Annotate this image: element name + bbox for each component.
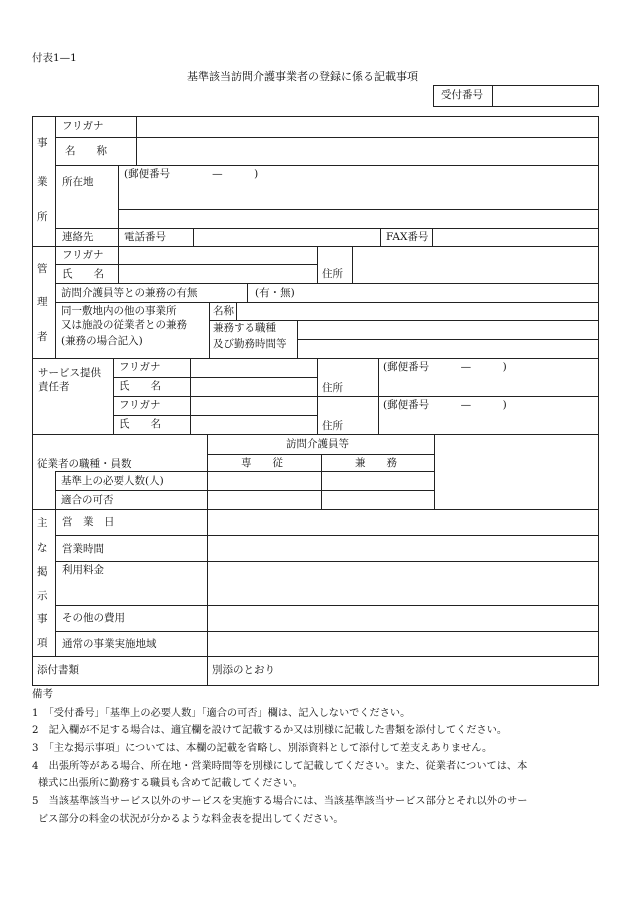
service-furigana-label-2: フリガナ	[119, 399, 161, 411]
jigyosho-side-3: 所	[37, 211, 48, 223]
keiji-side-4: 示	[37, 590, 48, 602]
service-manager-label-2: 責任者	[38, 381, 70, 393]
jigyosho-phone-label: 電話番号	[124, 231, 166, 243]
note-4-line-1: 4 出張所等がある場合、所在地・営業時間等を別様にして記載してください。また、従業者については、本	[32, 761, 528, 772]
jigyosho-side-2: 業	[37, 176, 48, 188]
other-facility-label-2: 又は施設の従業者との兼務	[61, 319, 187, 331]
service-manager-label-1: サービス提供	[38, 367, 101, 379]
jigyosho-fax-label: FAX番号	[386, 231, 429, 243]
attachments-value: 別添のとおり	[212, 664, 275, 676]
note-4-line-2: 様式に出張所に勤務する職員も含めて記載してください。	[38, 778, 303, 789]
kanrisha-side-2: 理	[37, 296, 48, 308]
service-address-label-1: 住所	[322, 382, 343, 394]
note-5-line-1: 5 当該基準該当サービス以外のサービスを実施する場合には、当該基準該当サービス部分とそれ以外のサー	[32, 796, 528, 807]
kanrisha-name-label: 氏 名	[62, 268, 104, 280]
service-furigana-label-1: フリガナ	[119, 361, 161, 373]
fee-label: 利用料金	[62, 564, 104, 576]
concurrent-job-label-1: 兼務する職種	[213, 322, 276, 334]
business-hours-label: 営業時間	[62, 543, 104, 555]
other-facility-label-3: (兼務の場合記入)	[61, 335, 143, 347]
care-worker-header: 訪問介護員等	[286, 438, 349, 450]
kanrisha-side-3: 者	[37, 331, 48, 343]
keiji-side-6: 項	[37, 637, 48, 649]
other-facility-label-1: 同一敷地内の他の事業所	[61, 305, 177, 317]
keiji-side-3: 掲	[37, 566, 48, 578]
keiji-side-5: 事	[37, 613, 48, 625]
service-postal-code-2: (郵便番号 — )	[383, 399, 507, 411]
note-5-line-2: ビス部分の料金の状況が分かるような料金表を提出してください。	[38, 814, 344, 825]
jigyosho-furigana-label: フリガナ	[62, 120, 104, 132]
jigyosho-name-label: 名 称	[65, 145, 107, 157]
attachments-label: 添付書類	[37, 664, 79, 676]
note-3: 3 「主な掲示事項」については、本欄の記載を省略し、別添資料として添付して差支えありません。	[32, 743, 493, 754]
keiji-side-1: 主	[37, 517, 48, 529]
staff-label: 従業者の職種・員数	[37, 458, 132, 470]
fulltime-header: 専 従	[241, 457, 283, 469]
business-days-label: 営 業 日	[62, 516, 115, 528]
jigyosho-side-1: 事	[37, 137, 48, 149]
kanrisha-address-label: 住所	[322, 268, 343, 280]
receipt-label: 受付番号	[441, 89, 483, 101]
adequacy-label: 適合の可否	[61, 494, 114, 506]
kanrisha-side-1: 管	[37, 263, 48, 275]
service-area-label: 通常の事業実施地域	[62, 638, 157, 650]
jigyosho-address-label: 所在地	[62, 176, 94, 188]
page-title: 基準該当訪問介護事業者の登録に係る記載事項	[187, 70, 418, 83]
service-name-label-2: 氏 名	[119, 418, 161, 430]
service-postal-code-1: (郵便番号 — )	[383, 361, 507, 373]
form-number: 付表1—1	[32, 52, 77, 64]
kanrisha-furigana-label: フリガナ	[62, 249, 104, 261]
other-fee-label: その他の費用	[62, 612, 125, 624]
keiji-side-2: な	[37, 542, 48, 554]
notes-heading: 備考	[32, 688, 53, 700]
concurrent-job-label-2: 及び勤務時間等	[213, 338, 287, 350]
service-address-label-2: 住所	[322, 420, 343, 432]
concurrent-duty-label: 訪問介護員等との兼務の有無	[61, 287, 198, 299]
jigyosho-postal-code: (郵便番号 — )	[124, 168, 259, 180]
facility-name-label: 名称	[213, 305, 234, 317]
concurrent-duty-choice: (有・無)	[255, 287, 295, 299]
required-staff-label: 基準上の必要人数(人)	[61, 475, 164, 487]
service-name-label-1: 氏 名	[119, 380, 161, 392]
jigyosho-contact-label: 連絡先	[62, 231, 94, 243]
note-2: 2 記入欄が不足する場合は、適宜欄を設けて記載するか又は別様に記載した書類を添付してください。	[32, 725, 508, 736]
note-1: 1 「受付番号」「基準上の必要人数」「適合の可否」欄は、記入しないでください。	[32, 708, 411, 719]
parttime-header: 兼 務	[355, 457, 397, 469]
